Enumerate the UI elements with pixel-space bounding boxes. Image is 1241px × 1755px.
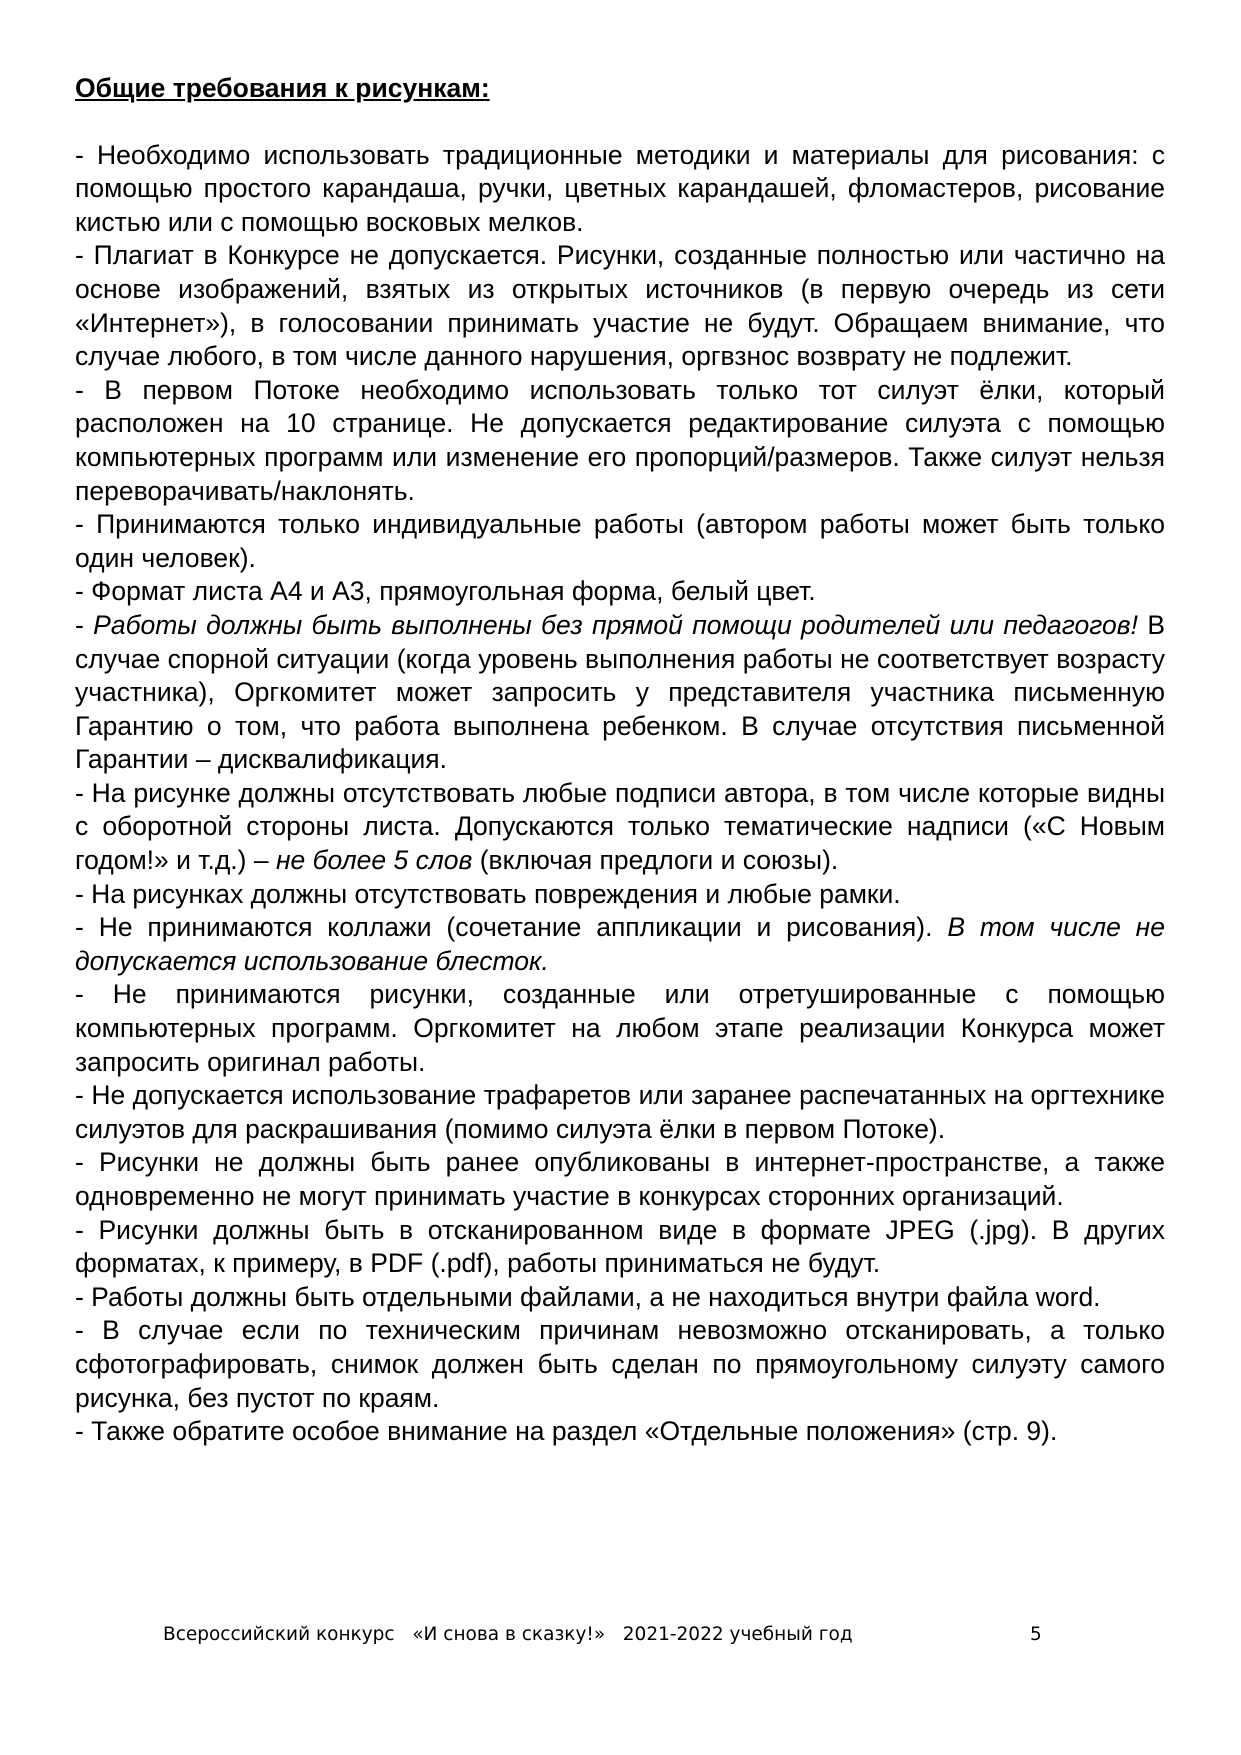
requirement-item: - Работы должны быть отдельными файлами, а не находиться внутри файла word. [75, 1281, 1101, 1312]
requirement-item: - Необходимо использовать традиционные методики и материалы для рисования: с помощью простого карандаша, ручки, цветных карандашей, фломастеров, рисование кистью или с помощью восковых мелков. [75, 139, 1165, 237]
item-rest: (включая предлоги и союзы). [472, 845, 839, 876]
requirement-item [75, 777, 1165, 878]
requirement-item: - Формат листа А4 и А3, прямоугольная форма, белый цвет. [75, 576, 816, 607]
requirement-item: - В случае если по техническим причинам невозможно отсканировать, а только сфотографировать, снимок должен быть сделан по прямоугольному силуэту самого рисунка, без пустот по краям. [75, 1315, 1165, 1413]
item-emphasis: Работы должны быть выполнены без прямой помощи родителей или педагогов! [93, 609, 1138, 640]
item-rest: В случае спорной ситуации (когда уровень выполнения работы не соответствует возрасту участника), Оргкомитет может запросить у представителя участника письменную Гарантию о том, что работа выполнена ребенком. В случае отсутствия письменной Гарантии – дисквалификация. [75, 609, 1166, 775]
requirement-item: - В первом Потоке необходимо использовать только тот силуэт ёлки, который расположен на 10 странице. Не допускается редактирование силуэта с помощью компьютерных программ или изменение его пропорций/размеров. Также силуэт нельзя переворачивать/наклонять. [75, 374, 1165, 506]
requirement-item: - Принимаются только индивидуальные работы (автором работы может быть только один человек). [75, 509, 1165, 573]
item-emphasis: В том числе не допускается использование блесток. [75, 912, 1166, 976]
document-page [75, 72, 1165, 1449]
requirement-item [75, 911, 1165, 978]
item-prefix: - Не принимаются коллажи (сочетание аппликации и рисования). [75, 912, 948, 943]
page-number: 5 [1030, 1624, 1042, 1645]
requirement-item: - Не принимаются рисунки, созданные или отретушированные с помощью компьютерных программ. Оргкомитет на любом этапе реализации Конкурса может запросить оригинал работы. [75, 979, 1165, 1077]
requirement-item: - Рисунки не должны быть ранее опубликованы в интернет-пространстве, а также одновременно не могут принимать участие в конкурсах сторонних организаций. [75, 1147, 1165, 1211]
section-heading: Общие требования к рисункам: [75, 73, 490, 103]
item-prefix: - На рисунке должны отсутствовать любые подписи автора, в том числе которые видны с оборотной стороны листа. Допускаются только тематические надписи («С Новым годом!» и т.д.) – [75, 777, 1165, 876]
requirement-item: - Не допускается использование трафаретов или заранее распечатанных на оргтехнике силуэтов для раскрашивания (помимо силуэта ёлки в первом Потоке). [75, 1080, 1165, 1144]
page-footer: Всероссийский конкурс «И снова в сказку!» 2021-2022 учебный год [163, 1624, 853, 1645]
requirement-item: - Также обратите особое внимание на раздел «Отдельные положения» (стр. 9). [75, 1416, 1058, 1447]
requirement-item: - Плагиат в Конкурсе не допускается. Рисунки, созданные полностью или частично на основе изображений, взятых из открытых источников (в первую очередь из сети «Интернет»), в голосовании принимать участие не будут. Обращаем внимание, что случае любого, в том числе данного нарушения, оргвзнос возврату не подлежит. [75, 240, 1165, 372]
item-emphasis: не более 5 слов [275, 845, 473, 876]
item-prefix: - [75, 609, 94, 640]
requirement-item [75, 609, 1165, 777]
requirement-item: - На рисунках должны отсутствовать повреждения и любые рамки. [75, 878, 901, 909]
requirement-item: - Рисунки должны быть в отсканированном виде в формате JPEG (.jpg). В других форматах, к примеру, в PDF (.pdf), работы приниматься не будут. [75, 1214, 1165, 1279]
